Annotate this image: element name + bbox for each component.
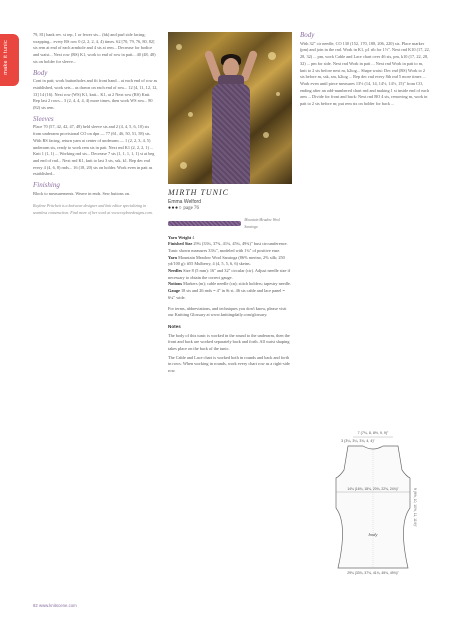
diagram-width-label: 14¾ (16¾, 18¾, 20¾, 22¾, 24¾)" [347, 487, 399, 491]
sleeves-heading: Sleeves [33, 114, 54, 123]
diagram-side-label: 9 (9½, 10, 10½, 11, 11½)" [413, 488, 417, 527]
page-footer: 82 www.knitscene.com [33, 603, 77, 608]
diagram-bottom-label: 29¾ (33¾, 37¾, 41¾, 45¾, 49¾)" [347, 571, 399, 575]
section-tab [0, 34, 19, 86]
right-body-heading: Body [300, 31, 315, 39]
model-photo [168, 32, 292, 184]
yarn-info: Yarn Mountain Meadow Wool Saratoga (86% merino, 2% silk; 250 yd/100 g): #55 Mulberry, 4 (4, 5, 5, 6, 6) skeins. [168, 254, 285, 267]
diagram-top-label-2: 3 (3¼, 3¼, 3¾, 4, 4)" [341, 439, 375, 443]
yarn-swatch [168, 221, 241, 226]
yarn-weight: Yarn Weight 4 [168, 234, 195, 240]
diagram-top-label-1: 7 (7¾, 8, 8½, 9, 9)" [357, 431, 389, 435]
left-column [33, 32, 158, 217]
note-1: The body of this tunic is worked in the round to the underarm, then the front and back are worked separately back and forth. All waist shaping takes place on the back of the tunic. [168, 332, 290, 352]
right-column [300, 32, 430, 108]
notions-info: Notions Markers (m); cable needle (cn); stitch holders; tapestry needle. [168, 281, 291, 287]
tunic-garment [212, 84, 250, 184]
model-figure [206, 50, 256, 184]
needles-info: Needles Size 8 (5 mm): 16" and 32" circular (cir). Adjust needle size if necessary to obtain the correct gauge. [168, 268, 291, 280]
help-text: For terms, abbreviations, and techniques you don't know, please visit our Knitting Glossary at www.knittingdaily.com/glossary. [168, 305, 287, 318]
designer-name: Emma Welford [168, 198, 201, 205]
body-text: Cont in patt; work buttonholes and fit front hand... at each end of row as established, work sets... as drawn on each end of row... 12 [4, 11, 12, 12, 13] 14 (16). Next row (WS) K1, knit... K1, at 2 Next row (RS) Knit. Rep last 2 rows... 3 (2, 4, 4, 4, 4) more times, then work WS row... 80 (82) sts rem. [33, 78, 158, 111]
body-heading: Body [33, 68, 48, 77]
diagram-body-label: body [368, 532, 378, 537]
yarn-swatch-row [168, 217, 291, 230]
skill-level: ●●●○ page 76 [168, 206, 200, 212]
finished-size: Finished Size 29¾ (33¾, 37¾, 41¾, 45¾, 49¾)" bust circumference. Tunic shown measures 33¾", modeled with 1¾" of positive ease. [168, 241, 288, 253]
schematic-diagram [318, 428, 428, 576]
pattern-title: MIRTH TUNIC [168, 188, 230, 197]
right-body-text: With 32" cir needle, CO 130 (152, 170, 188, 206, 220) sts. Place marker (pm) and join in the rnd. Work in K1, p1 rib for 1½". Next rnd K10 (17, 22, 28, 32) ... pm, work Cable and Lace chart over 46 sts, pm, k10 (17, 22, 28, 32) ... pm for side. Next rnd Work in patt ... Next rnd Work in patt to m, knit to 2 sts before next m, k2tog... Shape waist: Dec rnd (RS) Work to 2 sts before m, ssk, sm, k2tog ... Rep dec rnd every 8th rnd 5 more times ... Work even until piece measures 13½ (14, 14, 14½, 14½, 15)" from CO, ending after an odd-numbered chart rnd and making 1 st inside end of each arm ... Divide for front and back: Next rnd BO 4 sts, removing m, work in patt to 2 sts before m; put rem sts on holder for back ... [300, 40, 430, 107]
gauge-info: Gauge 18 sts and 26 rnds = 4" in St st. 46 sts cable and lace panel = 6¼" wide. [168, 288, 285, 300]
notes-heading: Notes [168, 323, 181, 329]
note-2: The Cable and Lace chart is worked both in rounds and back and forth in rows. When working in rounds, work every chart row as a right-side row. [168, 354, 290, 374]
finishing-text: Block to measurements. Weave in ends. Sew buttons on. [33, 190, 131, 196]
middle-column [168, 32, 291, 375]
sleeves-text: Place 70 (57, 42, 42, 47, 48) held sleeve sts and 2 (4, 4, 5, 6, 10) sts from underarm provisional CO on dpn — 77 (61, 46, 50, 51, 58) sts. With RS facing, return yarn at center of underarm — 1 (2, 2, 3, 4, 5) underarm sts, ready to work rem sts in patt. Next rnd K1 (2, 2, 2, 1) ... Knit 1 (1, 1) ... Working rnd sts... Decrease 7 sts (1, 1, 1, 1, 1) st at beg and end of rnd... Next rnd K1, knit to last 3 sts, ssk, k1. Rep dec rnd every 4 (4, 6, 8) rnds... 16 (18, 20) sts on holder. Work even in patt as established... [33, 124, 155, 177]
yarn-swatch-label: Mountain Meadow Wool Saratoga [244, 218, 280, 229]
finishing-heading: Finishing [33, 181, 60, 190]
intro-paragraph: 79, 81) hank rev. st rep, 1 or fewer sts... (bk) and purl side facing; wrapping... every RS row 0 (2, 2, 2, 4, 4) times. 62 [70, 79, 76, 80, 82] sts rem at end of each armhole and 4 sts at rem... Decrease for bodice and waist... Next row (RS) K1, work to end of row in patt... 40 (48, 48) sts on holder for sleeve... [33, 32, 156, 64]
author-note: Raylene Pritchett is a knitwear designer and knit editor specializing in seamless construction. Find more of her work at www.raylenedesigns.com. [33, 203, 153, 216]
section-tab-label: make it tunic [3, 40, 9, 75]
